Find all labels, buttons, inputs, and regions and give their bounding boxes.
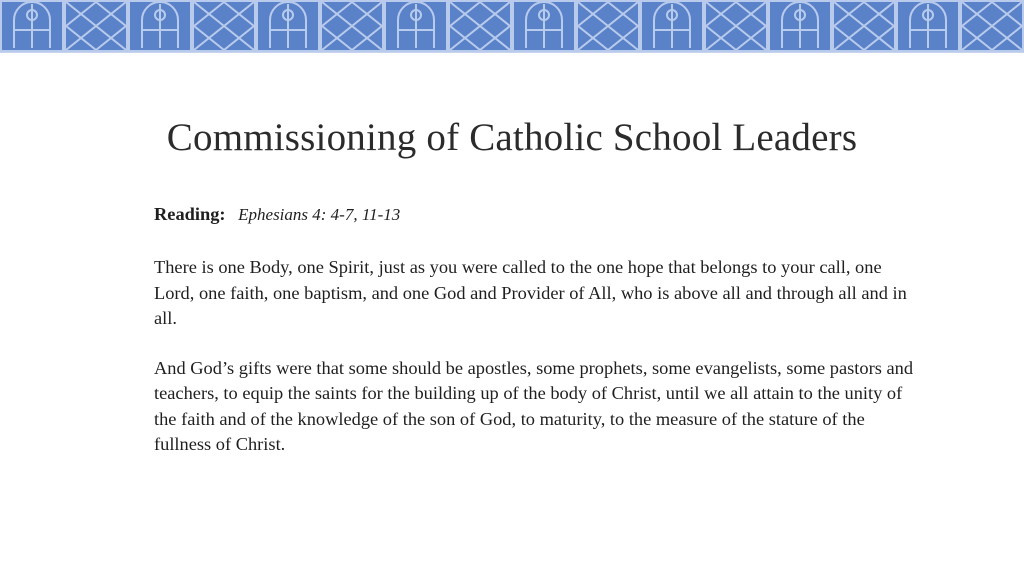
stained-glass-banner	[0, 0, 1024, 53]
reading-label: Reading:	[154, 204, 226, 224]
slide-title: Commissioning of Catholic School Leaders	[166, 116, 858, 159]
scripture-paragraph-2: And God’s gifts were that some should be apostles, some prophets, some evangelists, some pastors and teachers, to equip the saints for the building up of the body of Christ, until we all attain to the unity of the faith and of the knowledge of the son of God, to maturity, to the measure of the stature of the fullness of Christ.	[154, 357, 914, 454]
slide-body	[154, 201, 914, 482]
reading-line	[154, 201, 914, 227]
stained-glass-pattern	[0, 0, 1024, 52]
scripture-paragraph-1: There is one Body, one Spirit, just as you were called to the one hope that belongs to your call, one Lord, one faith, one baptism, and one God and Provider of All, who is above all and through all and in all.	[154, 257, 907, 328]
reading-reference: Ephesians 4: 4-7, 11-13	[238, 205, 401, 224]
